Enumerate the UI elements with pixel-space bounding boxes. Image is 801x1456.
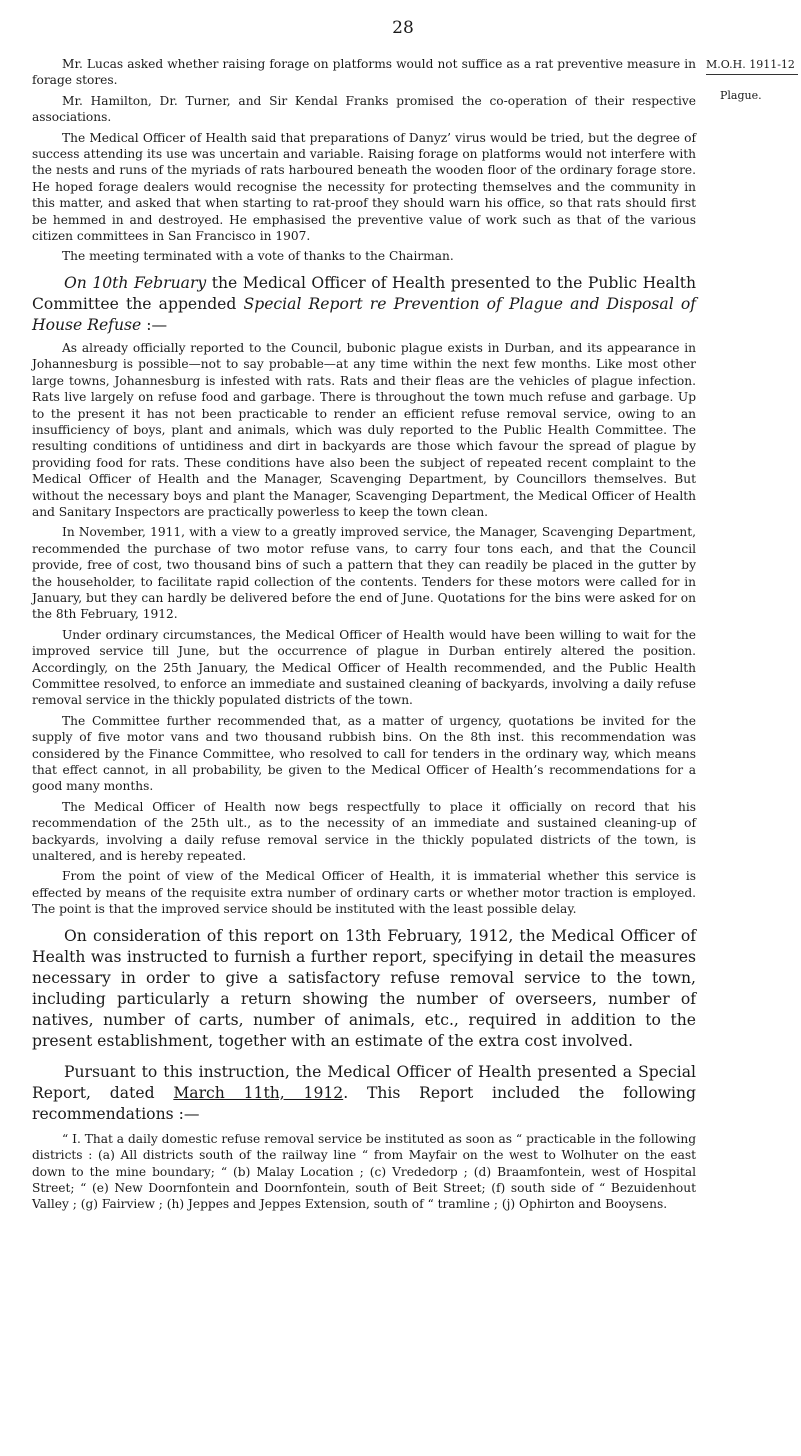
intro-report-type: Special Report [243, 294, 363, 313]
consideration-section [32, 926, 696, 1052]
meeting-section [32, 56, 696, 265]
pursuant-section [32, 1062, 696, 1125]
intro-text: the Medical Officer of Health presented to the Public Health Committee the appended [32, 273, 696, 313]
meeting-paragraph-1: Mr. Lucas asked whether raising forage on platforms would not suffice as a rat preventive measure in forage stores. [32, 57, 696, 88]
pursuant-text: Pursuant to this instruction, the Medical Officer of Health presented a Special Report, dated [32, 1062, 696, 1102]
meeting-paragraph-2: Mr. Hamilton, Dr. Turner, and Sir Kendal Franks promised the co-operation of their respective associations. [32, 93, 696, 125]
report-paragraph-5: The Medical Officer of Health now begs respectfully to place it officially on record that his recommendation of the 25th ult., as to the necessity of an immediate and sustained cleaning-up of backyards, involving a daily refuse removal service in the thickly populated districts of the town, is unaltered, and is hereby repeated. [32, 799, 696, 864]
intro-report-title: Prevention of Plague and Disposal of House Refuse [32, 294, 696, 334]
report-introduction [32, 273, 696, 336]
page-number: 28 [392, 18, 414, 38]
intro-re: re [362, 294, 394, 313]
meeting-paragraph-4: The meeting terminated with a vote of thanks to the Chairman. [62, 249, 454, 264]
margin-topic: Plague. [720, 89, 762, 102]
report-paragraph-3: Under ordinary circumstances, the Medical Officer of Health would have been willing to wait for the improved service till June, but the occurrence of plague in Durban entirely altered the position. Accordingly, on the 25th January, the Medical Officer of Health recommended, and the Public Health Committee resolved, to enforce an immediate and sustained cleaning of backyards, involving a daily refuse removal service in the thickly populated districts of the town. [32, 627, 696, 708]
report-paragraph-4: The Committee further recommended that, as a matter of urgency, quotations be invited for the supply of five motor vans and two thousand rubbish bins. On the 8th inst. this recommendation was considered by the Finance Committee, who resolved to call for tenders in the ordinary way, which means that effect cannot, in all probability, be given to the Medical Officer of Health’s recommendations for a good many months. [32, 713, 696, 794]
intro-date: On 10th February [64, 273, 207, 292]
special-report-body [32, 340, 696, 918]
recommendations-quote [32, 1131, 696, 1213]
report-introduction-paragraph [32, 273, 696, 336]
pursuant-paragraph [32, 1062, 696, 1125]
meeting-paragraph-3: The Medical Officer of Health said that preparations of Danyz’ virus would be tried, but the degree of success attending its use was uncertain and variable. Raising forage on platforms would not interfere with the nests and runs of the myriads of rats harboured beneath the wooden floor of the ordinary forage store. He hoped forage dealers would recognise the necessity for protecting themselves and the community in this matter, and asked that when starting to rat-proof they should warn his office, so that rats should first be hemmed in and destroyed. He emphasised the preventive value of work such as that of the various citizen committees in San Francisco in 1907. [32, 130, 696, 244]
pursuant-date: March 11th, 1912 [173, 1083, 344, 1102]
consideration-paragraph: On consideration of this report on 13th February, 1912, the Medical Officer of Health was instructed to furnish a further report, specifying in detail the measures necessary in order to give a satisfactory refuse removal service to the town, including particularly a return showing the number of overseers, number of natives, number of carts, number of animals, etc., required in addition to the present establishment, together with an estimate of the extra cost involved. [32, 926, 696, 1050]
margin-report-ref: M.O.H. 1911-12 [706, 56, 798, 75]
intro-end: :— [141, 315, 168, 334]
recommendation-1: “ I. That a daily domestic refuse removal service be instituted as soon as “ practicable in the following districts : (a) All districts south of the railway line “ from Mayfair on the west to Wolhuter on the east down to the mine boundary; “ (b) Malay Location ; (c) Vrededorp ; (d) Braamfontein, west of Hospital Street; “ (e) New Doornfontein and Doornfontein, south of Beit Street; (f) south side of “ Bezuidenhout Valley ; (g) Fairview ; (h) Jeppes and Jeppes Extension, south of “ tramline ; (j) Ophirton and Booysens. [32, 1131, 696, 1212]
pursuant-text-end: . This Report included the following recommendations :— [32, 1083, 696, 1123]
report-paragraph-6: From the point of view of the Medical Officer of Health, it is immaterial whether this service is effected by means of the requisite extra number of ordinary carts or whether motor traction is employed. The point is that the improved service should be instituted with the least possible delay. [32, 869, 696, 917]
report-paragraph-2: In November, 1911, with a view to a greatly improved service, the Manager, Scavenging Department, recommended the purchase of two motor refuse vans, to carry four tons each, and that the Council provide, free of cost, two thousand bins of such a pattern that they can readily be placed in the gutter by the householder, to facilitate rapid collection of the contents. Tenders for these motors were called for in January, but they can hardly be delivered before the end of June. Quotations for the bins were asked for on the 8th February, 1912. [32, 525, 696, 622]
margin-reference [706, 56, 798, 104]
text-column [32, 56, 696, 1213]
report-paragraph-1: As already officially reported to the Council, bubonic plague exists in Durban, and its appearance in Johannesburg is possible—not to say probable—at any time within the next few months. Like most other large towns, Johannesburg is infested with rats. Rats and their fleas are the vehicles of plague infection. Rats live largely on refuse food and garbage. There is throughout the town much refuse and garbage. Up to the present it has not been practicable to render an efficient refuse removal service, owing to an insufficiency of boys, plant and animals, which was duly reported to the Public Health Committee. The resulting conditions of untidiness and dirt in backyards are those which favour the spread of plague by providing food for rats. These conditions have also been the subject of repeated recent complaint to the Medical Officer of Health and the Manager, Scavenging Department, by Councillors themselves. But without the necessary boys and plant the Manager, Scavenging Department, the Medical Officer of Health and Sanitary Inspectors are practically powerless to keep the town clean. [32, 340, 696, 519]
